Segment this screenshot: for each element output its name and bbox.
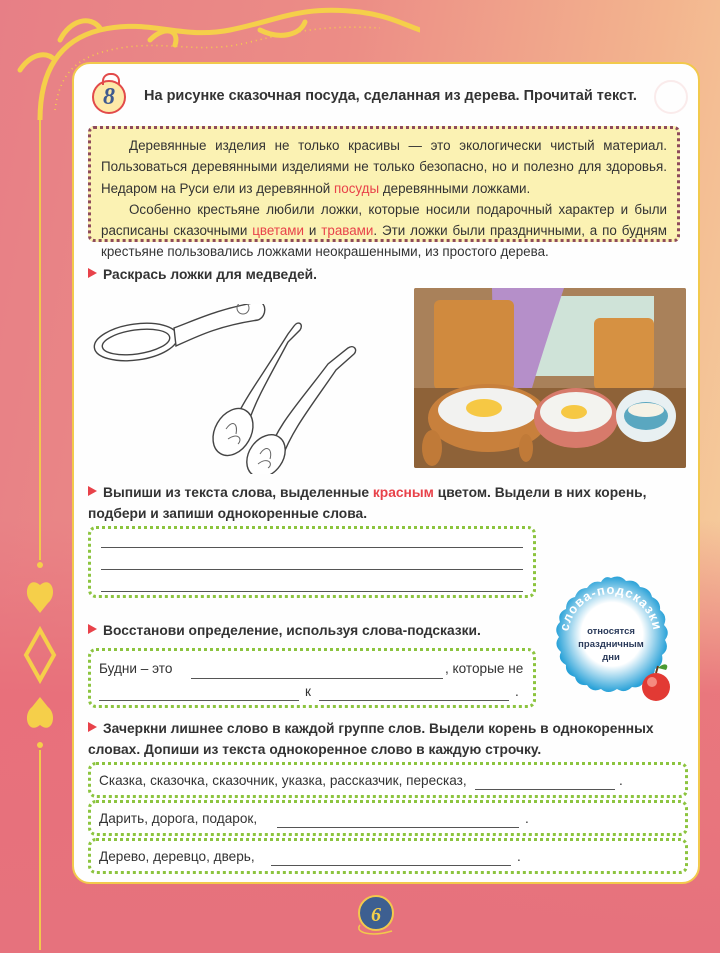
svg-text:6: 6 (371, 904, 381, 926)
answer-box-red-words[interactable] (88, 526, 536, 598)
definition-start: Будни – это (99, 661, 173, 676)
side-heart-ornament (18, 555, 62, 755)
task-cross-out-word: Зачеркни лишнее слово в каждой группе слов. Выдели корень в однокоренных словах. Допиши из текста однокоренное слово в каждую строчку. (88, 721, 654, 757)
svg-text:относятся: относятся (587, 626, 635, 637)
hint-words-badge (546, 572, 676, 702)
task-restore-definition: Восстанови определение, используя слова-подсказки. (88, 620, 481, 641)
blank-field[interactable] (271, 865, 511, 866)
word-group-row: Дерево, деревцо, дверь, . (88, 838, 688, 874)
blank-field[interactable] (475, 789, 615, 790)
bullet-triangle-icon (88, 486, 97, 496)
definition-preposition: к (305, 684, 311, 699)
blank-field[interactable] (319, 700, 509, 701)
bleedthrough-badge (654, 80, 688, 114)
blank-field[interactable] (99, 700, 299, 701)
bullet-triangle-icon (88, 624, 97, 634)
highlight-word: травами (321, 223, 374, 239)
exercise-number-badge (92, 80, 126, 114)
write-line[interactable] (101, 569, 523, 570)
worksheet-page (72, 62, 700, 884)
spoons-coloring-illustration[interactable] (88, 304, 388, 474)
exercise-heading: На рисунке сказочная посуда, сделанная из дерева. Прочитай текст. (144, 88, 637, 104)
page-number-yarn-ball (352, 893, 400, 937)
definition-box: Будни – это , которые не к . (88, 648, 536, 708)
bullet-triangle-icon (88, 268, 97, 278)
reading-text-box (88, 126, 680, 260)
exercise-number: 8 (103, 83, 115, 110)
highlight-word: посуды (334, 180, 380, 196)
blank-field[interactable] (277, 827, 519, 828)
task-color-spoons: Раскрась ложки для медведей. (88, 264, 317, 285)
reading-paragraph-2: Особенно крестьяне любили ложки, которые носили подарочный характер и были расписаны сказочными цветами и травами. Эти ложки были праздничными, а по будням крестьяне пользовались ложками неокрашенными, из простого дерева. (101, 201, 667, 260)
highlight-word: цветами (252, 223, 304, 239)
blank-field[interactable] (191, 678, 443, 679)
svg-text:слова-подсказки: слова-подсказки (556, 581, 666, 633)
word-group-row: Дарить, дорога, подарок, . (88, 800, 688, 836)
write-line[interactable] (101, 591, 523, 592)
svg-text:праздничным: праздничным (578, 639, 644, 650)
svg-text:дни: дни (602, 652, 620, 663)
side-line-bottom (39, 750, 41, 950)
side-line-top (39, 120, 41, 560)
write-line[interactable] (101, 547, 523, 548)
word-group-row: Сказка, сказочка, сказочник, указка, рассказчик, пересказ, . (88, 762, 688, 798)
wooden-dishes-picture (414, 288, 686, 468)
reading-paragraph-1: Деревянные изделия не только красивы — это экологически чистый материал. Пользоваться деревянными изделиями не только безопасно, но и полезно для здоровья. Недаром на Руси ели из деревянной посуды деревянными ложками. (101, 138, 667, 196)
definition-middle: , которые не (445, 661, 524, 676)
task-write-red-words: Выпиши из текста слова, выделенные красным цветом. Выдели в них корень, подбери и запиши однокоренные слова. (88, 485, 647, 521)
bullet-triangle-icon (88, 722, 97, 732)
